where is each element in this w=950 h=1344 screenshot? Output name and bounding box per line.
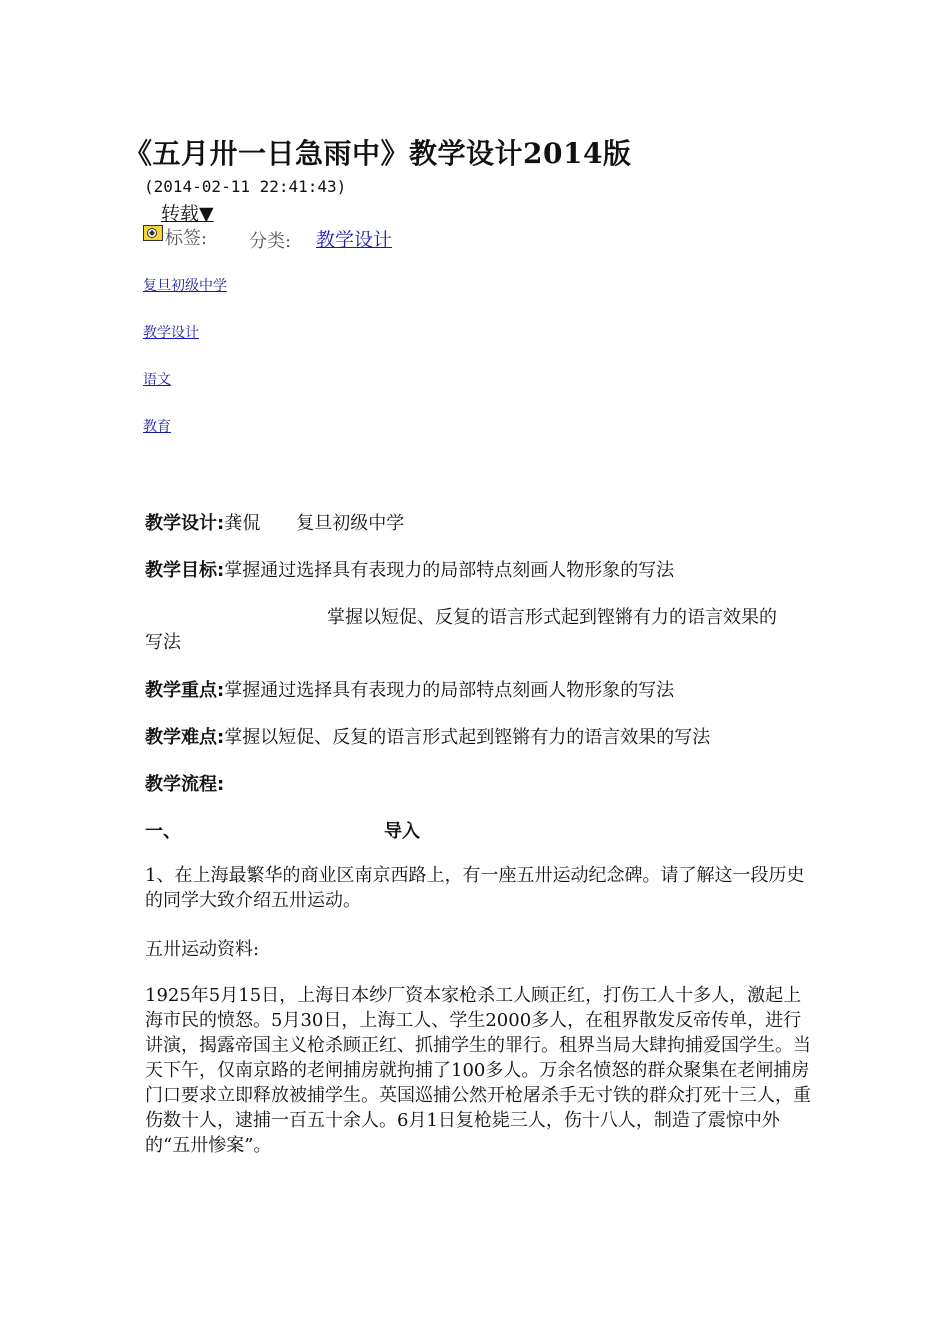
design-value: 龚侃 复旦初级中学 (224, 513, 405, 534)
goals-label: 教学目标: (145, 560, 225, 581)
flow-label: 教学流程: (145, 774, 225, 795)
history-paragraph: 1925年5月15日，上海日本纱厂资本家枪杀工人顾正红，打伤工人十多人，激起上海市民的愤怒。5月30日，上海工人、学生2000多人，在租界散发反帝传单，进行讲演，揭露帝国主义枪杀顾正红、抓捕学生的罪行。租界当局大肆拘捕爱国学生。当天下午，仅南京路的老闸捕房就拘捕了100多人。万余名愤怒的群众聚集在老闸捕房门口要求立即释放被捕学生。英国巡捕公然开枪屠杀手无寸铁的群众打死十三人，重伤数十人，逮捕一百五十余人。6月1日复枪毙三人，伤十八人，制造了震惊中外的“五卅惨案”。 (145, 985, 811, 1156)
difficulty-value: 掌握以短促、反复的语言形式起到铿锵有力的语言效果的写法 (224, 727, 711, 748)
key-point-label: 教学重点: (145, 680, 225, 701)
tag-link[interactable]: 语文 (143, 372, 171, 388)
design-line (145, 509, 404, 535)
difficulty-label: 教学难点: (145, 727, 225, 748)
page-title: 《五月卅一日急雨中》教学设计2014版 (124, 137, 632, 170)
goals-line (145, 556, 674, 582)
design-label: 教学设计: (145, 513, 225, 534)
goal-2-cont: 写法 (145, 632, 181, 653)
section-number: 一、 (145, 821, 181, 842)
tags-label: 标签: (165, 228, 208, 249)
category-link[interactable]: 教学设计 (316, 229, 393, 251)
repost-link[interactable]: 转载▼ (161, 203, 214, 225)
goal-2: 掌握以短促、反复的语言形式起到铿锵有力的语言效果的 (327, 607, 777, 628)
key-point-line (145, 676, 674, 702)
difficulty-line (145, 723, 710, 749)
material-label: 五卅运动资料: (145, 939, 260, 960)
key-point-value: 掌握通过选择具有表现力的局部特点刻画人物形象的写法 (224, 680, 675, 701)
tag-link[interactable]: 复旦初级中学 (143, 278, 227, 294)
tag-link[interactable]: 教育 (143, 419, 171, 435)
goal-1: 掌握通过选择具有表现力的局部特点刻画人物形象的写法 (224, 560, 675, 581)
intro-paragraph: 1、在上海最繁华的商业区南京西路上，有一座五卅运动纪念碑。请了解这一段历史的同学大致介绍五卅运动。 (145, 865, 805, 911)
section-title: 导入 (384, 821, 420, 842)
post-timestamp: (2014-02-11 22:41:43) (144, 177, 347, 196)
tag-icon (143, 225, 163, 241)
tag-link[interactable]: 教学设计 (143, 325, 199, 341)
category-label: 分类: (249, 231, 292, 252)
